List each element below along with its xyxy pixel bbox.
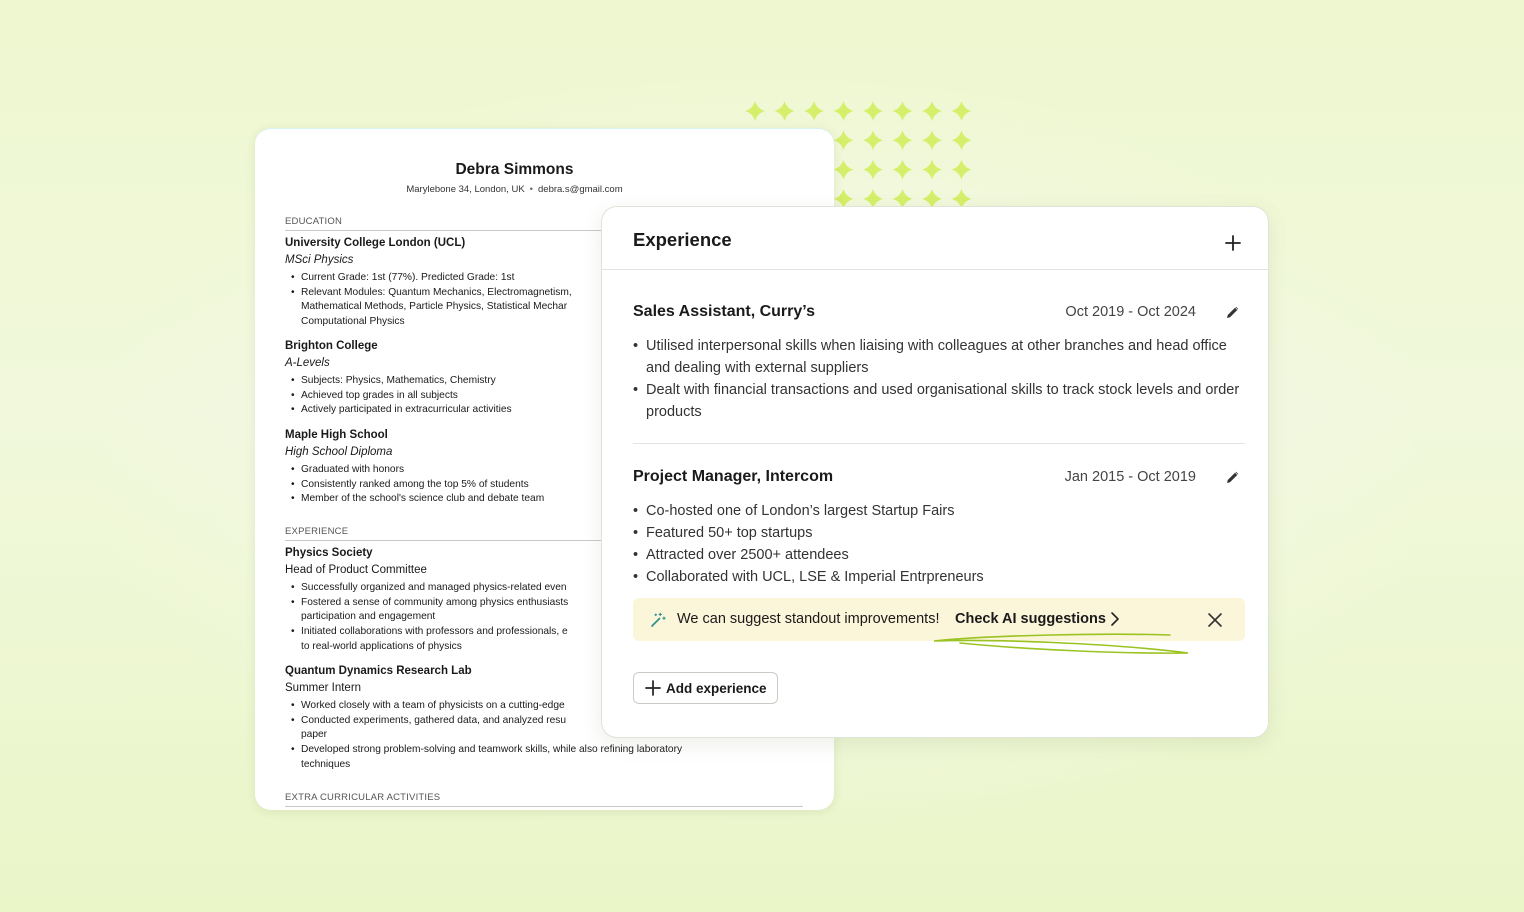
add-experience-button[interactable] [633, 672, 778, 704]
star-icon [922, 160, 942, 180]
resume-bullets [291, 743, 811, 758]
resume-bullet-continuation [301, 758, 801, 773]
resume-bullet: • Current Grade: 1st (77%). Predicted Grade: 1st [291, 271, 811, 286]
resume-bullet-line: participation and engagement [301, 611, 436, 622]
magic-wand-icon [649, 611, 667, 629]
resume-contact [255, 184, 804, 195]
resume-bullet: • Conducted experiments, gathered data, and analyzed resu [291, 714, 811, 729]
resume-section-extra: EXTRA CURRICULAR ACTIVITIES [285, 792, 803, 807]
job-title: Project Manager, Intercom [633, 468, 834, 485]
resume-org: Quantum Dynamics Research Lab [285, 665, 472, 677]
resume-subtitle: Head of Product Committee [285, 564, 427, 576]
resume-section-experience: EXPERIENCE [285, 526, 803, 541]
resume-address: Marylebone 34, London, UK [406, 184, 525, 195]
star-icon [863, 130, 883, 150]
resume-name: Debra Simmons [455, 161, 574, 178]
star-icon [834, 101, 854, 121]
job-bullet: • Attracted over 2500+ attendees [633, 544, 1243, 566]
job-bullet: • Co-hosted one of London’s largest Startup Fairs [633, 500, 1243, 522]
star-icon [893, 130, 913, 150]
star-icon [834, 130, 854, 150]
plus-icon [1221, 231, 1245, 255]
resume-email: debra.s@gmail.com [538, 184, 623, 195]
pencil-icon[interactable] [1224, 303, 1242, 321]
star-icon [922, 101, 942, 121]
star-icon [863, 160, 883, 180]
star-icon [952, 160, 972, 180]
resume-org: Physics Society [285, 547, 373, 559]
resume-bullet-line: paper [301, 729, 328, 740]
job-bullet: • Dealt with financial transactions and used organisational skills to track stock levels and order products [633, 379, 1243, 423]
resume-bullet-line: to real-world applications of physics [301, 641, 462, 652]
job-bullet: • Featured 50+ top startups [633, 522, 1243, 544]
resume-bullet: • Worked closely with a team of physicists on a cutting-edge [291, 699, 811, 714]
resume-bullet: • Actively participated in extracurricular activities [291, 403, 811, 418]
chevron-right-icon[interactable] [1110, 611, 1120, 627]
resume-org: Brighton College [285, 340, 378, 352]
resume-subtitle: High School Diploma [285, 446, 393, 458]
resume-bullet-line: Mathematical Methods, Particle Physics, Statistical Mechar [301, 301, 568, 312]
resume-org: Maple High School [285, 429, 388, 441]
job-bullets [633, 500, 1243, 588]
star-icon [863, 101, 883, 121]
resume-subtitle: Summer Intern [285, 682, 362, 694]
resume-bullet: • Member of the school's science club and debate team [291, 492, 811, 507]
divider [602, 269, 1268, 270]
ai-banner-text: We can suggest standout improvements! [677, 611, 940, 627]
star-icon [952, 101, 972, 121]
star-icon [834, 160, 854, 180]
resume-bullet-line: techniques [301, 759, 351, 770]
resume-bullet: • Achieved top grades in all subjects [291, 389, 811, 404]
resume-bullet: • Subjects: Physics, Mathematics, Chemistry [291, 374, 811, 389]
job-dates: Oct 2019 - Oct 2024 [1065, 304, 1196, 320]
panel-title: Experience [633, 229, 732, 250]
resume-bullet-line: Computational Physics [301, 315, 405, 327]
divider [633, 443, 1245, 444]
resume-bullet: • Consistently ranked among the top 5% of students [291, 478, 811, 493]
scribble-underline-decoration [930, 631, 1195, 659]
add-section-button[interactable] [1221, 231, 1245, 255]
star-icon [745, 101, 765, 121]
resume-bullet: • Fostered a sense of community among physics enthusiasts [291, 596, 811, 611]
add-experience-label: Add experience [666, 681, 767, 696]
job-title: Sales Assistant, Curry’s [633, 303, 816, 320]
job-bullets [633, 335, 1243, 423]
resume-subtitle: A-Levels [285, 357, 330, 369]
resume-bullet: • Relevant Modules: Quantum Mechanics, Electromagnetism, [291, 286, 811, 301]
separator-dot: • [529, 184, 533, 195]
experience-panel [601, 206, 1269, 738]
star-icon [804, 101, 824, 121]
resume-bullet: • Initiated collaborations with professors and professionals, e [291, 625, 811, 640]
resume-org: University College London (UCL) [285, 237, 466, 249]
job-dates: Jan 2015 - Oct 2019 [1064, 469, 1196, 485]
resume-bullet: • Graduated with honors [291, 463, 811, 478]
job-bullet: • Utilised interpersonal skills when liaising with colleagues at other branches and head office and dealing with external suppliers [633, 335, 1243, 379]
plus-icon [645, 679, 661, 697]
job-bullet: • Collaborated with UCL, LSE & Imperial Entrpreneurs [633, 566, 1243, 588]
star-icon [952, 130, 972, 150]
star-icon [922, 130, 942, 150]
resume-bullet: • Developed strong problem-solving and teamwork skills, while also refining laboratory [291, 743, 811, 758]
check-ai-suggestions-link[interactable]: Check AI suggestions [955, 611, 1106, 627]
pencil-icon[interactable] [1224, 468, 1242, 486]
resume-subtitle: MSci Physics [285, 254, 354, 266]
resume-bullet: • Successfully organized and managed physics-related even [291, 581, 811, 596]
close-icon[interactable] [1206, 611, 1224, 629]
star-icon [893, 160, 913, 180]
star-icon [893, 101, 913, 121]
resume-section-education: EDUCATION [285, 216, 803, 231]
star-icon [775, 101, 795, 121]
